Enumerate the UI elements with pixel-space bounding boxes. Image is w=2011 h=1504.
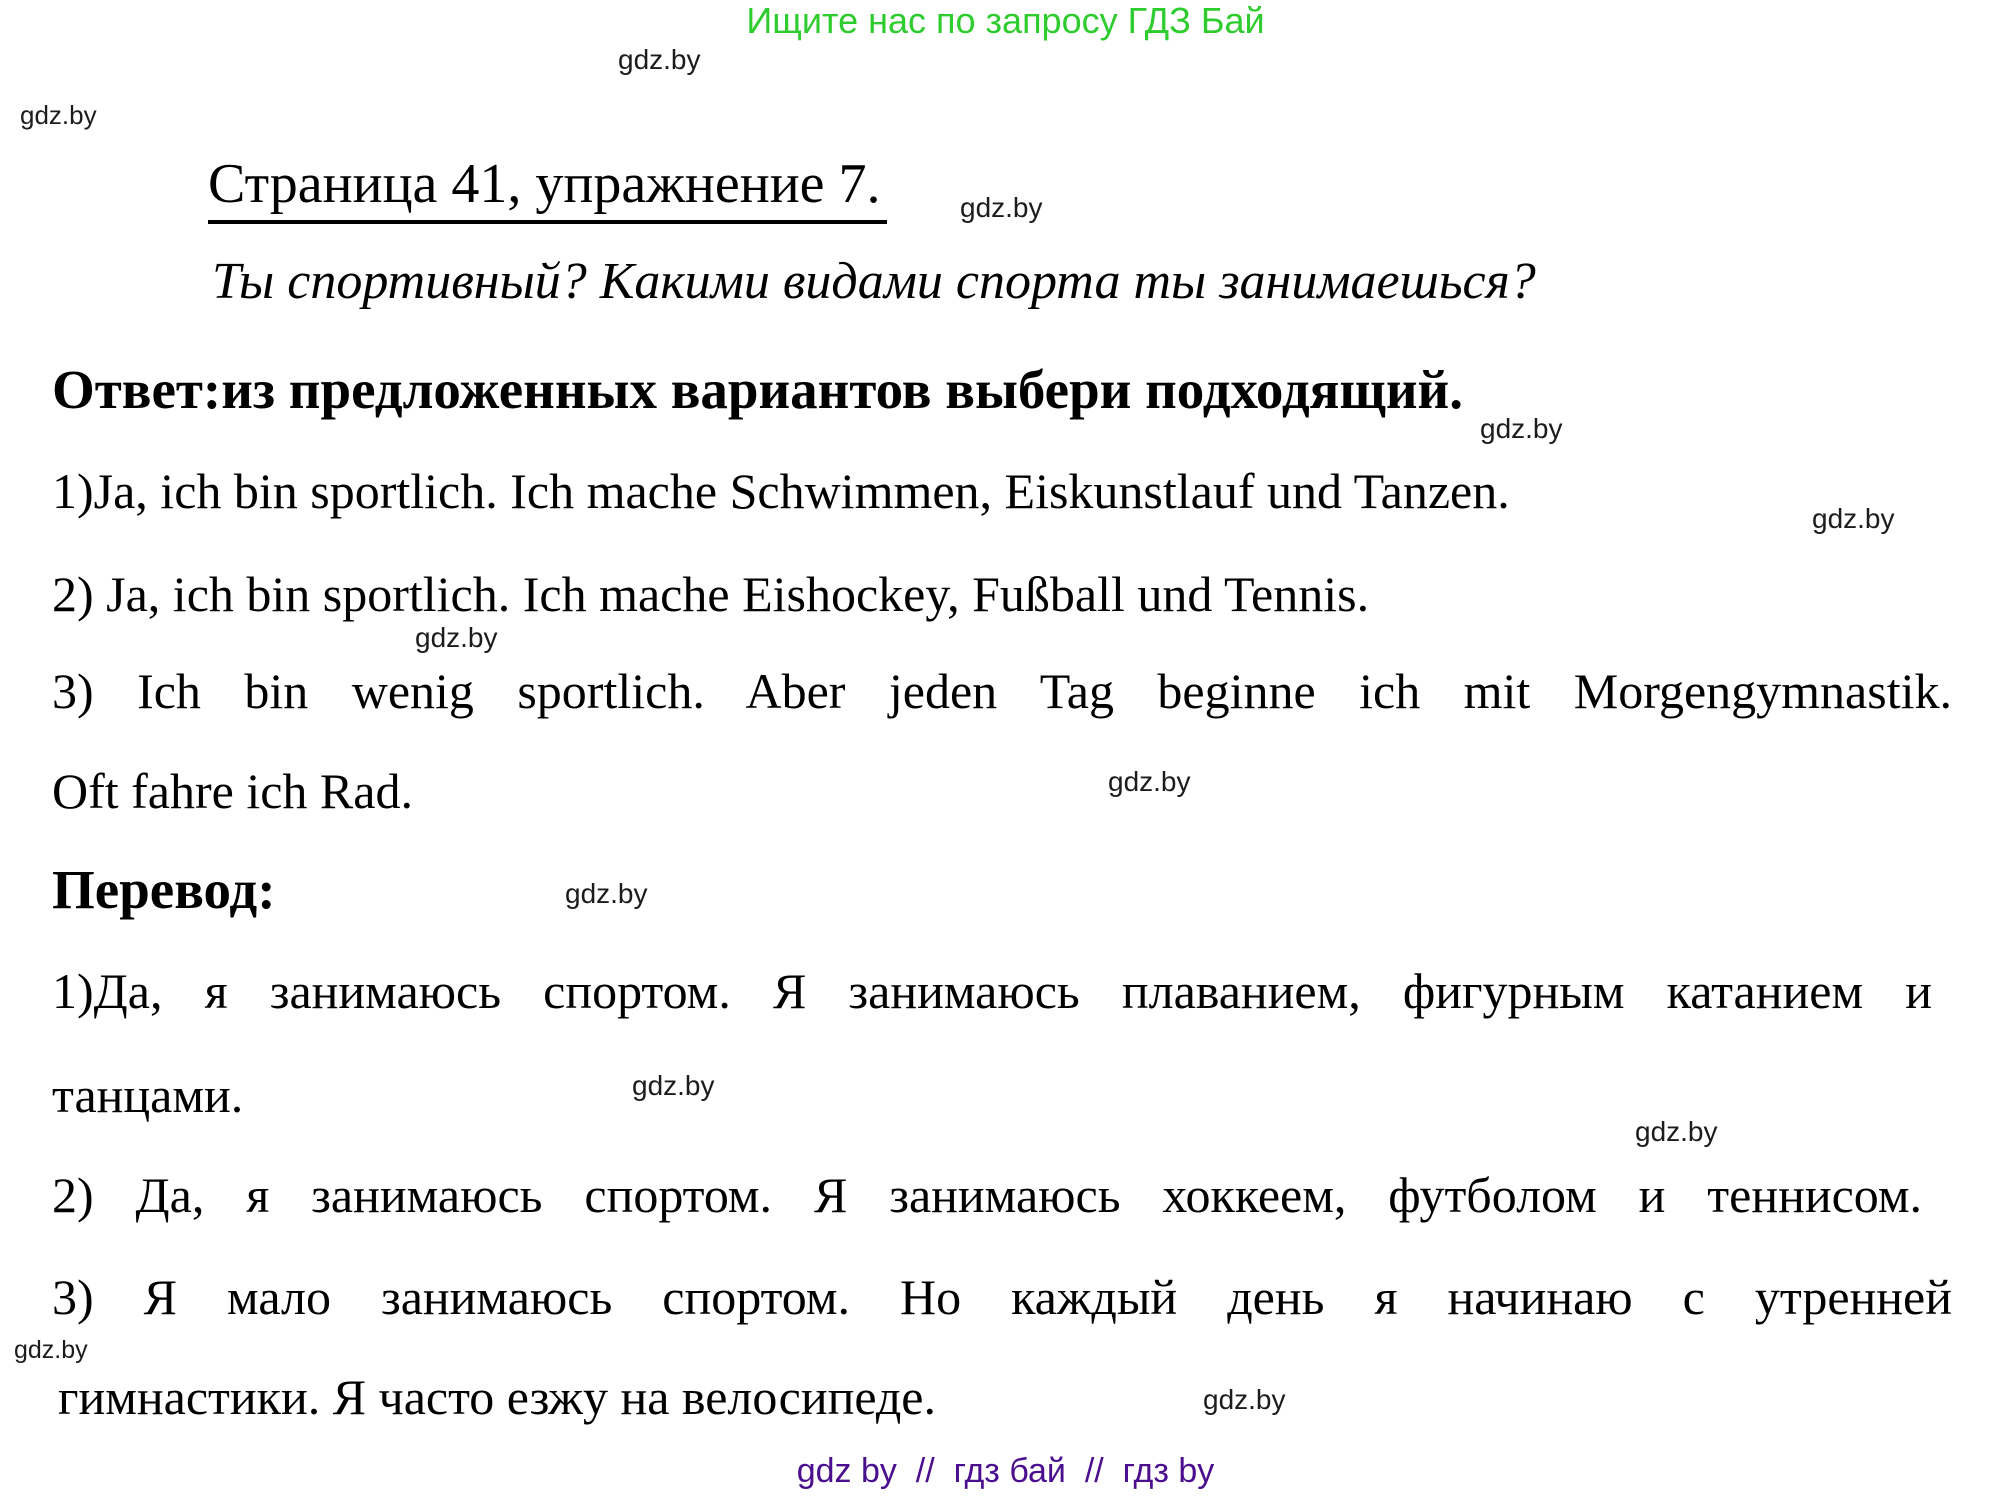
- answer-line-german: 3) Ich bin wenig sportlich. Aber jeden Tag beginne ich mit Morgengymnastik.: [52, 663, 1952, 719]
- answer-heading: Ответ:из предложенных вариантов выбери подходящий.: [52, 359, 1463, 420]
- gdz-watermark: gdz.by: [1203, 1384, 1286, 1415]
- gdz-watermark: gdz.by: [618, 44, 701, 75]
- gdz-watermark: gdz.by: [415, 622, 498, 653]
- translation-line-russian: 3) Я мало занимаюсь спортом. Но каждый день я начинаю с утренней: [52, 1269, 1952, 1325]
- promo-banner: Ищите нас по запросу ГДЗ Бай: [746, 0, 1265, 41]
- translation-line-russian: гимнастики. Я часто езжу на велосипеде.: [58, 1369, 937, 1425]
- answer-line-german: Oft fahre ich Rad.: [52, 763, 413, 819]
- gdz-watermark: gdz.by: [1480, 413, 1563, 444]
- answer-line-german: 1)Ja, ich bin sportlich. Ich mache Schwimmen, Eiskunstlauf und Tanzen.: [52, 463, 1510, 519]
- footer-branding: gdz by // гдз бай // гдз by: [796, 1452, 1215, 1490]
- page-title: Страница 41, упражнение 7.: [208, 152, 887, 224]
- gdz-watermark: gdz.by: [14, 1336, 88, 1364]
- translation-line-russian: танцами.: [52, 1067, 244, 1123]
- gdz-watermark: gdz.by: [1812, 503, 1895, 534]
- translation-line-russian: 2) Да, я занимаюсь спортом. Я занимаюсь хоккеем, футболом и теннисом.: [52, 1167, 1922, 1223]
- gdz-watermark: gdz.by: [20, 100, 97, 130]
- gdz-watermark: gdz.by: [632, 1070, 715, 1101]
- answer-line-german: 2) Ja, ich bin sportlich. Ich mache Eishockey, Fußball und Tennis.: [52, 566, 1370, 622]
- gdz-watermark: gdz.by: [960, 192, 1043, 223]
- exercise-question: Ты спортивный? Какими видами спорта ты занимаешься?: [212, 253, 1536, 310]
- translation-heading: Перевод:: [52, 859, 276, 920]
- gdz-watermark: gdz.by: [1108, 766, 1191, 797]
- translation-line-russian: 1)Да, я занимаюсь спортом. Я занимаюсь плаванием, фигурным катанием и: [52, 963, 1932, 1019]
- gdz-watermark: gdz.by: [1635, 1116, 1718, 1147]
- gdz-watermark: gdz.by: [565, 878, 648, 909]
